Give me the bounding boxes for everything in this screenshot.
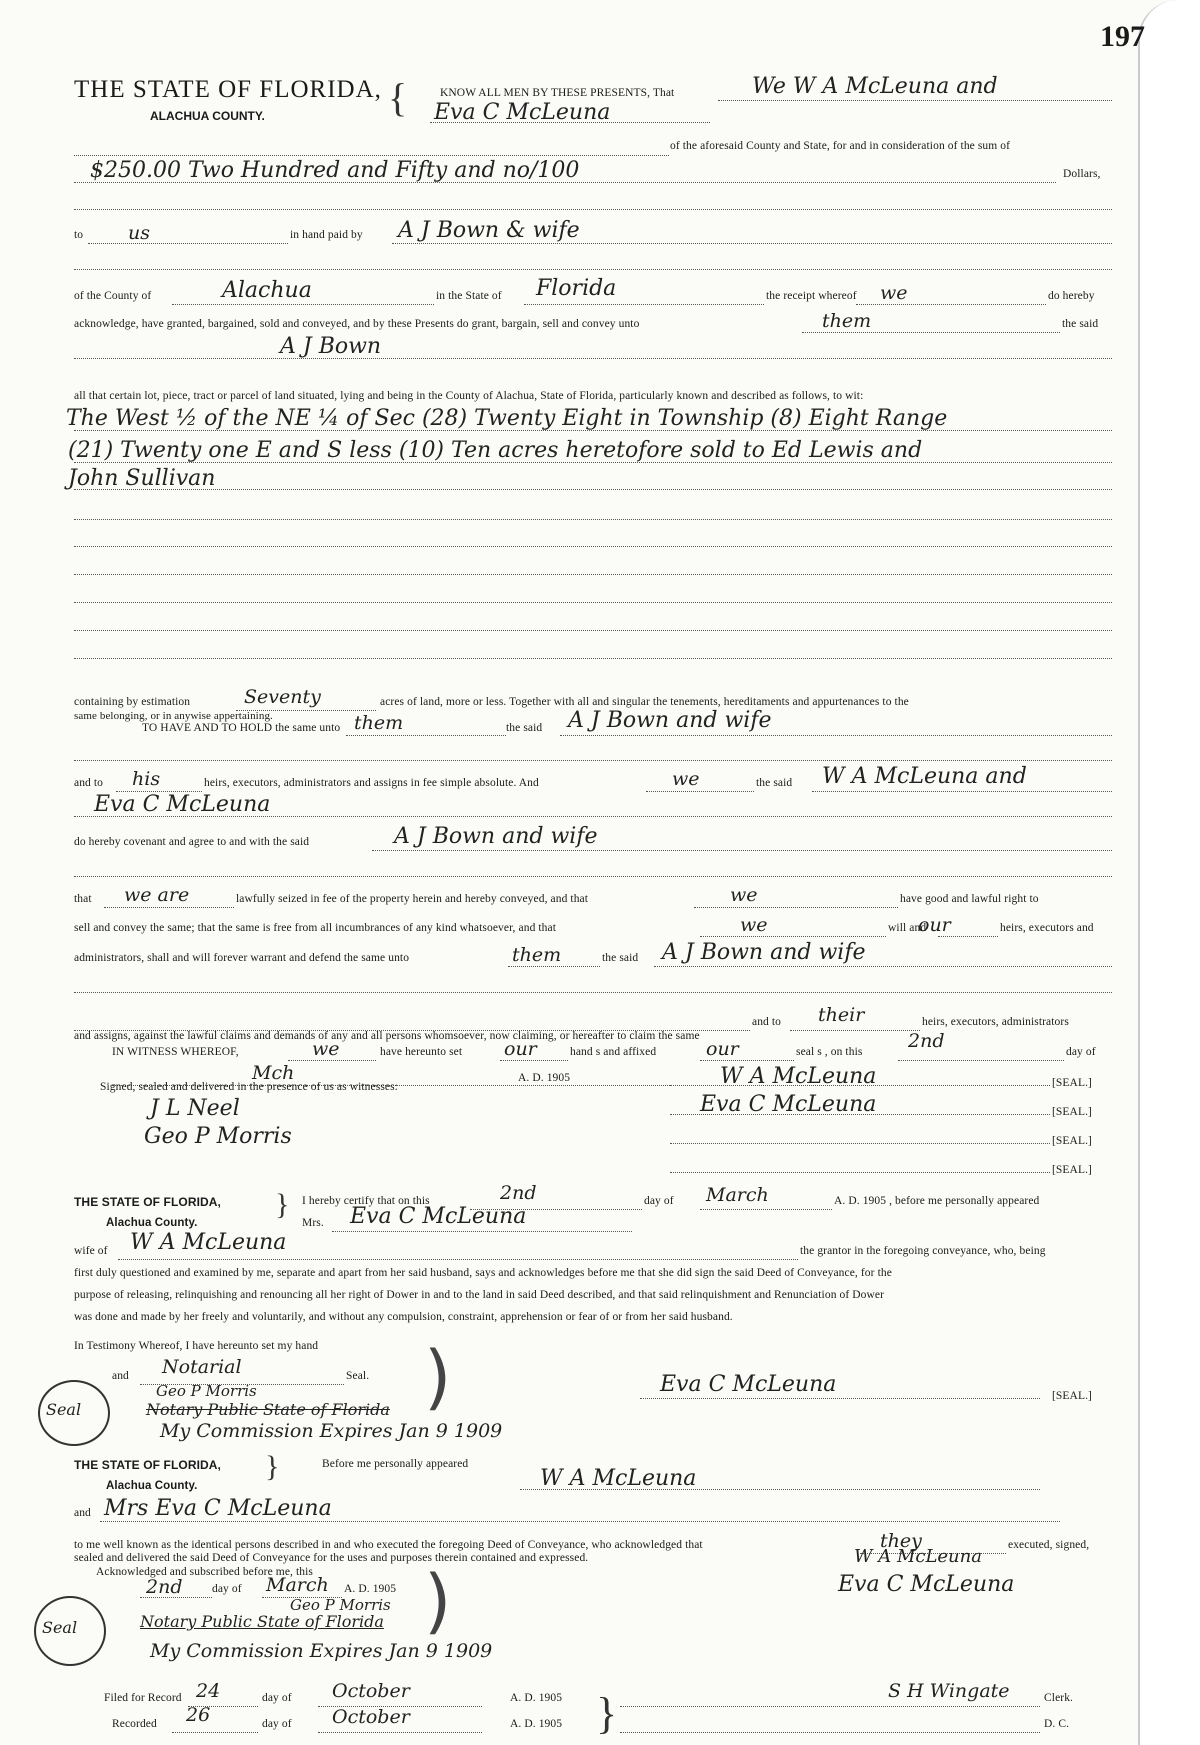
sig1-hw: W A McLeuna bbox=[720, 1064, 877, 1089]
state-line bbox=[524, 304, 764, 305]
dower-notarial-hw: Notarial bbox=[162, 1356, 242, 1378]
the-said-text: the said bbox=[1062, 318, 1099, 330]
witness-seals-text: seal s , on this bbox=[796, 1046, 863, 1058]
blank-line bbox=[74, 519, 1112, 520]
header-intro: KNOW ALL MEN BY THESE PRESENTS, That bbox=[440, 87, 675, 99]
our-line bbox=[938, 936, 998, 937]
his-hw: his bbox=[132, 768, 161, 790]
convey-line bbox=[802, 332, 1060, 333]
record-clerk-hw: S H Wingate bbox=[888, 1680, 1010, 1702]
ack-before-text: Before me personally appeared bbox=[322, 1458, 469, 1470]
record-filed-text: Filed for Record bbox=[104, 1692, 182, 1704]
record-rec-month-line bbox=[318, 1732, 482, 1733]
blank-line bbox=[74, 574, 1112, 575]
said-text: the said bbox=[506, 722, 543, 734]
sig2-hw: Eva C McLeuna bbox=[700, 1092, 877, 1117]
record-rec-month-hw: October bbox=[332, 1706, 410, 1728]
sig4-line bbox=[670, 1172, 1050, 1173]
ack-brace: } bbox=[265, 1450, 280, 1483]
record-filed-month-hw: October bbox=[332, 1680, 410, 1702]
ack-known-2: sealed and delivered the said Deed of Conveyance for the uses and purposes therein contained and expressed. bbox=[74, 1552, 589, 1564]
their-hw: their bbox=[818, 1004, 865, 1026]
the-said-text: the said bbox=[756, 777, 793, 789]
dower-husband-hw: W A McLeuna bbox=[130, 1230, 287, 1255]
blank-line bbox=[74, 630, 1112, 631]
land-desc-text: all that certain lot, piece, tract or parcel of land situated, lying and being in the County of Alachua, State of Florida, particularly known and described as follows, to wit: bbox=[74, 390, 864, 402]
sell-hw: we bbox=[740, 914, 768, 936]
receipt-line bbox=[856, 304, 1046, 305]
ack-sig2-hw: Eva C McLeuna bbox=[838, 1572, 1015, 1597]
witness-whereof-text: IN WITNESS WHEREOF, bbox=[112, 1046, 239, 1058]
aforesaid-text: of the aforesaid County and State, for and in consideration of the sum of bbox=[670, 140, 1011, 152]
grantor-line-1 bbox=[812, 791, 1112, 792]
ack-acknowledged-text: Acknowledged and subscribed before me, this bbox=[96, 1566, 313, 1578]
ack-day-of-text: day of bbox=[212, 1583, 242, 1595]
and-to-text: and to bbox=[752, 1016, 782, 1028]
blank-line bbox=[74, 269, 1112, 270]
acres-hw: Seventy bbox=[244, 686, 321, 708]
ack-ad-text: A. D. 1905 bbox=[344, 1583, 397, 1595]
dower-certify-text: I hereby certify that on this bbox=[302, 1195, 430, 1207]
ack-seal-stamp-hw: Seal bbox=[42, 1618, 78, 1637]
defend-hw: them bbox=[512, 944, 562, 966]
blank-line bbox=[74, 760, 1112, 761]
receipt-hw: we bbox=[880, 282, 908, 304]
to-text: to bbox=[74, 229, 84, 241]
blank-line bbox=[74, 992, 1112, 993]
grantors-hw-1: We W A McLeuna and bbox=[752, 74, 998, 99]
dower-para-2: purpose of releasing, relinquishing and renouncing all her right of Dower in and to the land in said Deed described, and that said relinquishment and Renunciation of Dower bbox=[74, 1289, 885, 1301]
record-filed-ad-text: A. D. 1905 bbox=[510, 1692, 563, 1704]
convey-hw: them bbox=[822, 310, 872, 332]
header-brace: { bbox=[388, 75, 408, 120]
ack-sig1-hw: W A McLeuna bbox=[854, 1546, 982, 1567]
sell-convey-text: sell and convey the same; that the same is free from all incumbrances of any kind whatsoever, and that bbox=[74, 922, 557, 934]
witness-signed-text: Signed, sealed and delivered in the presence of us as witnesses: bbox=[100, 1081, 398, 1093]
ack-notary-hw-2: Notary Public State of Florida bbox=[140, 1612, 384, 1631]
heirs-exec-text: heirs, executors, administrators bbox=[922, 1016, 1069, 1028]
covenant-hw: A J Bown and wife bbox=[394, 824, 598, 849]
dower-county: Alachua County. bbox=[106, 1217, 198, 1229]
dower-notary-hw-3: My Commission Expires Jan 9 1909 bbox=[160, 1420, 503, 1442]
record-clerk-text: Clerk. bbox=[1044, 1692, 1074, 1704]
state-of-text: in the State of bbox=[436, 290, 502, 302]
administrators-text: administrators, shall and will forever warrant and defend the same unto bbox=[74, 952, 410, 964]
dower-notary-hw-2: Notary Public State of Florida bbox=[146, 1400, 390, 1419]
dower-para-3: was done and made by her freely and voluntarily, and without any compulsion, constraint, apprehension or fear of or from her said husband. bbox=[74, 1311, 733, 1323]
sell-line bbox=[700, 936, 886, 937]
belonging-text: same belonging, or in anywise appertaining. bbox=[74, 710, 273, 722]
county-of-text: of the County of bbox=[74, 290, 152, 302]
seized-text: lawfully seized in fee of the property herein and hereby conveyed, and that bbox=[236, 893, 589, 905]
dower-mrs-line bbox=[332, 1231, 632, 1232]
record-clerk-line bbox=[620, 1706, 1040, 1707]
record-brace: } bbox=[596, 1689, 618, 1738]
dower-month-hw: March bbox=[706, 1184, 769, 1206]
ack-and-text: and bbox=[74, 1507, 91, 1519]
amount-hw: $250.00 Two Hundred and Fifty and no/100 bbox=[90, 158, 580, 183]
do-hereby-text: do hereby bbox=[1048, 290, 1095, 302]
and-we-line bbox=[646, 791, 754, 792]
ack-bracket: ) bbox=[424, 1560, 452, 1642]
witness-month-hw: Mch bbox=[252, 1062, 295, 1084]
that-hw: we are bbox=[124, 884, 190, 906]
covenant-line bbox=[372, 850, 1112, 851]
dower-para-1: first duly questioned and examined by me, separate and apart from her said husband, says and acknowledges before me that she did sign the said Deed of Conveyance, for the bbox=[74, 1267, 892, 1279]
containing-text: containing by estimation bbox=[74, 696, 191, 708]
payer-hw: A J Bown & wife bbox=[398, 218, 580, 243]
dower-testimony-text: In Testimony Whereof, I have hereunto set my hand bbox=[74, 1340, 319, 1352]
dower-mrs-text: Mrs. bbox=[302, 1217, 324, 1229]
state-hw: Florida bbox=[536, 276, 617, 301]
dower-brace: } bbox=[275, 1188, 290, 1221]
legal-line-1 bbox=[74, 430, 1112, 431]
legal-hw-2: (21) Twenty one E and S less (10) Ten acres heretofore sold to Ed Lewis and bbox=[68, 438, 923, 463]
record-day-of-text: day of bbox=[262, 1692, 292, 1704]
dollars-text: Dollars, bbox=[1063, 168, 1101, 180]
seal-label: [SEAL.] bbox=[1052, 1077, 1092, 1089]
dower-grantor-text: the grantor in the foregoing conveyance, who, being bbox=[800, 1245, 1046, 1257]
county-line bbox=[172, 304, 434, 305]
grantors-line-1 bbox=[718, 100, 1112, 101]
that-text: that bbox=[74, 893, 92, 905]
witness-day-of-text: day of bbox=[1066, 1046, 1096, 1058]
record-rec-ad-text: A. D. 1905 bbox=[510, 1718, 563, 1730]
grantors-hw-2: Eva C McLeuna bbox=[434, 100, 611, 125]
ack-and-line bbox=[100, 1521, 1060, 1522]
to-line bbox=[88, 243, 288, 244]
record-dc-text: D. C. bbox=[1044, 1718, 1070, 1730]
grantor-hw-2: Eva C McLeuna bbox=[94, 792, 271, 817]
dower-month-line bbox=[700, 1209, 832, 1210]
ack-state: THE STATE OF FLORIDA, bbox=[74, 1458, 221, 1472]
habendum-text: TO HAVE AND TO HOLD the same unto bbox=[142, 722, 341, 734]
dower-seal-stamp-hw: Seal bbox=[46, 1400, 82, 1419]
defend-line bbox=[508, 966, 600, 967]
seal-label: [SEAL.] bbox=[1052, 1106, 1092, 1118]
dower-seal-label: [SEAL.] bbox=[1052, 1390, 1092, 1402]
page-number: 197 bbox=[1100, 20, 1145, 53]
claims-text: and assigns, against the lawful claims and demands of any and all persons whomsoever, now claiming, or hereafter to claim the same bbox=[74, 1030, 700, 1042]
grantee2-hw: A J Bown and wife bbox=[568, 708, 772, 733]
legal-line-3 bbox=[74, 489, 1112, 490]
page-curl-edge bbox=[1138, 0, 1200, 1745]
grantee-line bbox=[74, 358, 1112, 359]
dower-bracket: ) bbox=[424, 1336, 452, 1418]
and-to-text: and to bbox=[74, 777, 104, 789]
heirs-text: heirs, executors, administrators and assigns in fee simple absolute. And bbox=[204, 777, 539, 789]
blank-line bbox=[74, 658, 1112, 659]
dower-state: THE STATE OF FLORIDA, bbox=[74, 1195, 221, 1209]
to-hw: us bbox=[128, 222, 150, 244]
legal-hw-1: The West ½ of the NE ¼ of Sec (28) Twenty Eight in Township (8) Eight Range bbox=[66, 406, 948, 431]
that-line bbox=[104, 907, 234, 908]
record-rec-day-hw: 26 bbox=[186, 1704, 211, 1726]
defend-grantee-line bbox=[654, 966, 1112, 967]
sig3-line bbox=[670, 1143, 1050, 1144]
legal-hw-3: John Sullivan bbox=[68, 466, 216, 491]
witness-our-line bbox=[500, 1060, 568, 1061]
good-right-text: have good and lawful right to bbox=[900, 893, 1039, 905]
grantor-hw-1: W A McLeuna and bbox=[822, 764, 1027, 789]
habendum-hw: them bbox=[354, 712, 404, 734]
habendum-line bbox=[346, 735, 506, 736]
blank-line bbox=[74, 209, 1112, 210]
payer-line bbox=[392, 243, 1112, 244]
record-dc-line bbox=[620, 1732, 1040, 1733]
witness-our-hw: our bbox=[504, 1038, 537, 1060]
header-state: THE STATE OF FLORIDA, bbox=[74, 76, 382, 103]
grantee-hw: A J Bown bbox=[280, 334, 382, 359]
and-we-hw: we bbox=[672, 768, 700, 790]
ack-known-1: to me well known as the identical persons described in and who executed the foregoing Deed of Conveyance, who acknowledged that bbox=[74, 1539, 703, 1551]
witness-our2-line bbox=[700, 1060, 794, 1061]
header-county: ALACHUA COUNTY. bbox=[150, 109, 265, 123]
dower-and-text: and bbox=[112, 1370, 129, 1382]
legal-line-2 bbox=[74, 462, 1112, 463]
said-text: the said bbox=[602, 952, 639, 964]
seized-line bbox=[694, 907, 898, 908]
dower-notary-hw-1: Geo P Morris bbox=[156, 1382, 257, 1400]
acknowledge-text: acknowledge, have granted, bargained, sold and conveyed, and by these Presents do grant, bargain, sell and convey unto bbox=[74, 318, 640, 330]
witness-we-hw: we bbox=[312, 1038, 340, 1060]
will-and-text: will and bbox=[888, 922, 927, 934]
ack-county: Alachua County. bbox=[106, 1480, 198, 1492]
seized-hw: we bbox=[730, 884, 758, 906]
ack-they-hw: they bbox=[880, 1530, 922, 1552]
ack-before-hw: W A McLeuna bbox=[540, 1466, 697, 1491]
receipt-text: the receipt whereof bbox=[766, 290, 857, 302]
dower-husband-line bbox=[118, 1259, 798, 1260]
blank-line bbox=[74, 155, 669, 156]
acres-text: acres of land, more or less. Together with all and singular the tenements, hereditaments and appurtenances to the bbox=[380, 696, 909, 708]
witness-hand-text: hand s and affixed bbox=[570, 1046, 657, 1058]
witness2-hw: Geo P Morris bbox=[144, 1124, 292, 1149]
dower-ad-text: A. D. 1905 , before me personally appeared bbox=[834, 1195, 1040, 1207]
dower-day-hw: 2nd bbox=[500, 1182, 537, 1204]
witness-day-hw: 2nd bbox=[908, 1030, 945, 1052]
witness-we-line bbox=[288, 1060, 376, 1061]
blank-line bbox=[74, 602, 1112, 603]
ack-and-hw: Mrs Eva C McLeuna bbox=[104, 1496, 332, 1521]
record-rec-day-line bbox=[172, 1732, 258, 1733]
paid-text: in hand paid by bbox=[290, 229, 363, 241]
ack-notary-hw-1: Geo P Morris bbox=[290, 1596, 391, 1614]
witness-day-line bbox=[898, 1060, 1064, 1061]
dower-sig-hw: Eva C McLeuna bbox=[660, 1372, 837, 1397]
seal-label: [SEAL.] bbox=[1052, 1164, 1092, 1176]
county-hw: Alachua bbox=[222, 278, 312, 303]
ack-notary-hw-3: My Commission Expires Jan 9 1909 bbox=[150, 1640, 493, 1662]
dower-wife-of-text: wife of bbox=[74, 1245, 108, 1257]
dower-seal-text: Seal. bbox=[346, 1370, 370, 1382]
record-day-of-text: day of bbox=[262, 1718, 292, 1730]
covenant-text: do hereby covenant and agree to and with the said bbox=[74, 836, 310, 848]
ack-executed-text: executed, signed, bbox=[1008, 1539, 1090, 1551]
witness-set-text: have hereunto set bbox=[380, 1046, 463, 1058]
their-line bbox=[790, 1030, 920, 1031]
witness1-hw: J L Neel bbox=[150, 1096, 240, 1121]
witness-our2-hw: our bbox=[706, 1038, 739, 1060]
ack-day-hw: 2nd bbox=[146, 1576, 183, 1598]
ack-month-hw: March bbox=[266, 1574, 329, 1596]
grantee2-line bbox=[560, 735, 1112, 736]
dower-day-of-text: day of bbox=[644, 1195, 674, 1207]
witness-ad-text: A. D. 1905 bbox=[518, 1072, 571, 1084]
our-hw: our bbox=[918, 914, 951, 936]
dower-mrs-hw: Eva C McLeuna bbox=[350, 1204, 527, 1229]
heirs-exec-text: heirs, executors and bbox=[1000, 922, 1094, 934]
record-recorded-text: Recorded bbox=[112, 1718, 157, 1730]
record-filed-day-hw: 24 bbox=[196, 1680, 221, 1702]
blank-line bbox=[74, 876, 1112, 877]
seal-label: [SEAL.] bbox=[1052, 1135, 1092, 1147]
defend-grantee-hw: A J Bown and wife bbox=[662, 940, 866, 965]
blank-line bbox=[74, 546, 1112, 547]
dower-sig-line bbox=[640, 1398, 1040, 1399]
